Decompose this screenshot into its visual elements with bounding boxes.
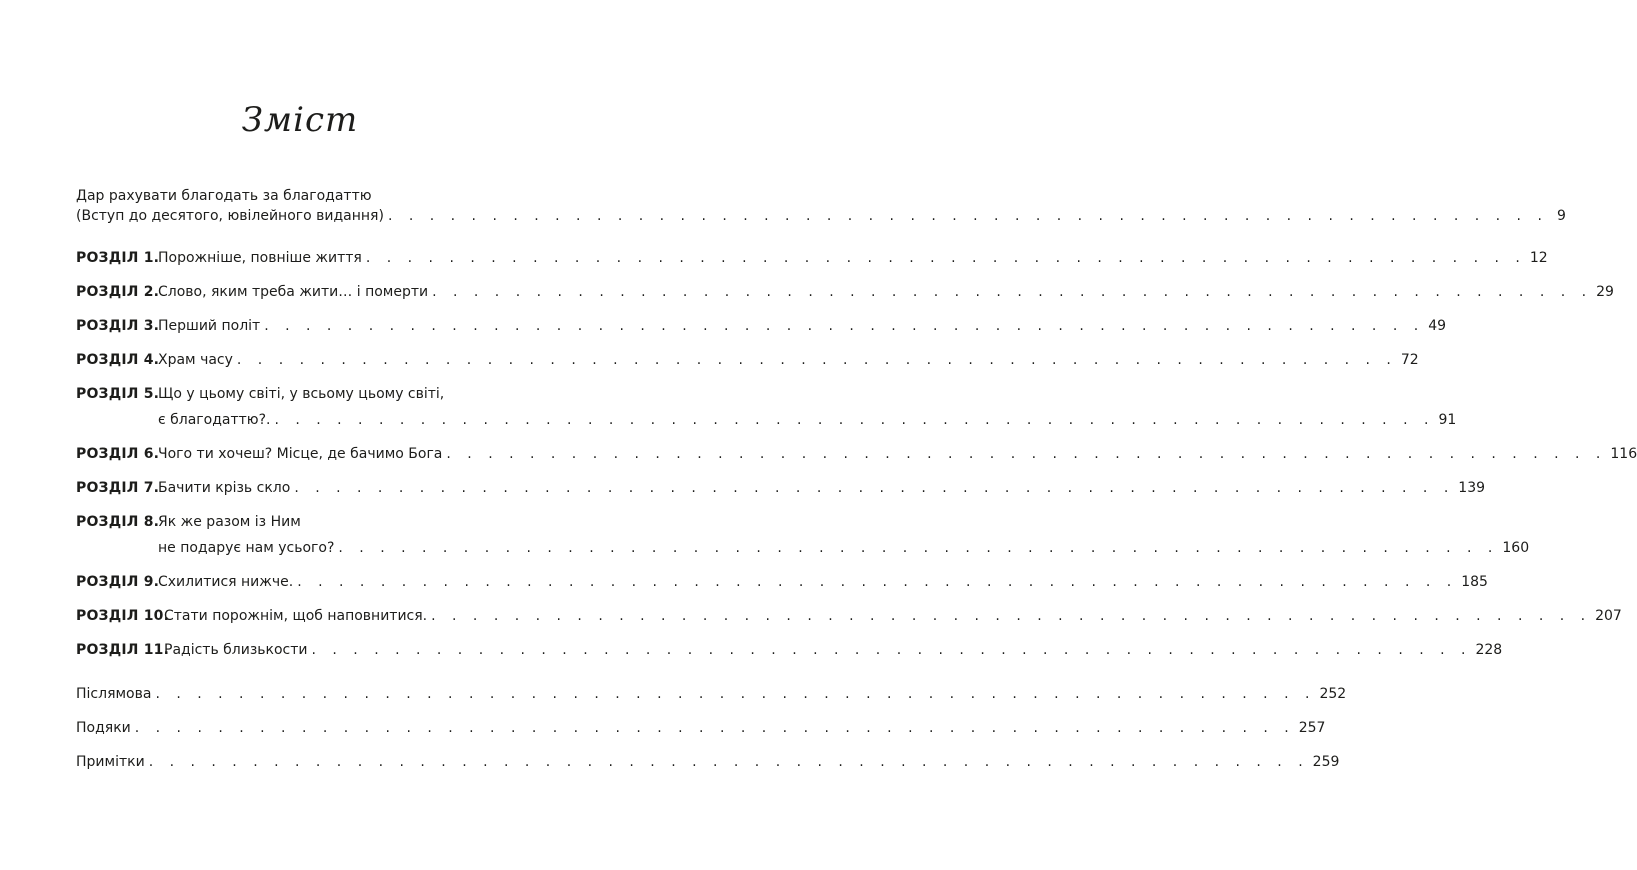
toc-entry-chapter-7[interactable] [76,478,1486,498]
toc-entry-chapter-1[interactable] [76,248,1548,268]
dot-leader: . . . . . . . . . . . . . . . . . . . . . . . . . . . . . . . . . . . . . . . . . . . . . . . . . . . . . . . . [294,480,1455,496]
toc-entry-intro[interactable] [76,186,1566,226]
dot-leader: . . . . . . . . . . . . . . . . . . . . . . . . . . . . . . . . . . . . . . . . . . . . . . . . . . . . . . . . [431,608,1592,624]
chapter-label: РОЗДІЛ 5. [76,386,160,402]
dot-leader: . . . . . . . . . . . . . . . . . . . . . . . . . . . . . . . . . . . . . . . . . . . . . . . . . . . . . . . . [365,250,1526,266]
chapter-label: РОЗДІЛ 10. [76,608,170,624]
entry-title-continued: (Вступ до десятого, ювілейного видання) [76,208,384,224]
dot-leader: . . . . . . . . . . . . . . . . . . . . . . . . . . . . . . . . . . . . . . . . . . . . . . . . . . . . . . . . [338,540,1499,556]
entry-title: Примітки [76,754,145,770]
toc-entry-chapter-9[interactable] [76,572,1488,592]
chapter-label: РОЗДІЛ 9. [76,574,160,590]
toc-entry-chapter-6[interactable] [76,444,1637,464]
toc-entry-chapter-5[interactable] [76,384,1457,430]
chapter-title: Порожніше, повніше життя [158,250,362,266]
toc-entry-afterword[interactable] [76,684,1347,704]
toc-line [76,186,497,206]
toc-entry-chapter-8[interactable] [76,512,1530,558]
chapter-label: РОЗДІЛ 8. [76,514,160,530]
page-number: 259 [1312,754,1340,770]
page-number: 185 [1461,574,1488,590]
page-number: 12 [1529,250,1548,266]
toc-entry-chapter-11[interactable] [76,640,1503,660]
chapter-title: Храм часу [158,352,233,368]
page-number: 252 [1319,686,1347,702]
chapter-title: Слово, яким треба жити… і померти [158,284,429,300]
entry-title: Подяки [76,720,131,736]
page-number: 116 [1610,446,1637,462]
dot-leader: . . . . . . . . . . . . . . . . . . . . . . . . . . . . . . . . . . . . . . . . . . . . . . . . . . . . . . . . [264,318,1425,334]
page-number: 91 [1438,412,1457,428]
page-number: 228 [1475,642,1503,658]
chapter-title-continued: не подарує нам усього? [158,540,335,556]
page-number: 72 [1400,352,1419,368]
entry-title: Післямова [76,686,152,702]
toc-line [76,512,497,532]
dot-leader: . . . . . . . . . . . . . . . . . . . . . . . . . . . . . . . . . . . . . . . . . . . . . . . . . . . . . . . . [311,642,1472,658]
dot-leader: . . . . . . . . . . . . . . . . . . . . . . . . . . . . . . . . . . . . . . . . . . . . . . . . . . . . . . . . [134,720,1295,736]
chapter-title: Схилитися нижче. [158,574,294,590]
toc-line [76,410,1457,430]
dot-leader: . . . . . . . . . . . . . . . . . . . . . . . . . . . . . . . . . . . . . . . . . . . . . . . . . . . . . . . . [446,446,1607,462]
dot-leader: . . . . . . . . . . . . . . . . . . . . . . . . . . . . . . . . . . . . . . . . . . . . . . . . . . . . . . . . [297,574,1458,590]
chapter-label: РОЗДІЛ 7. [76,480,160,496]
chapter-label: РОЗДІЛ 2. [76,284,160,300]
page-number: 139 [1458,480,1486,496]
chapter-title: Стати порожнім, щоб наповнитися. [164,608,428,624]
entry-title: Дар рахувати благодать за благодаттю [76,188,372,204]
chapter-title: Чого ти хочеш? Місце, де бачимо Бога [158,446,443,462]
dot-leader: . . . . . . . . . . . . . . . . . . . . . . . . . . . . . . . . . . . . . . . . . . . . . . . . . . . . . . . . [387,208,1548,224]
toc-entry-chapter-3[interactable] [76,316,1447,336]
page-title: Зміст [241,100,359,140]
page-number: 257 [1298,720,1326,736]
chapter-title: Що у цьому світі, у всьому цьому світі, [158,386,445,402]
dot-leader: . . . . . . . . . . . . . . . . . . . . . . . . . . . . . . . . . . . . . . . . . . . . . . . . . . . . . . . . [155,686,1316,702]
page-number: 160 [1502,540,1530,556]
chapter-title-continued: є благодаттю?. [158,412,271,428]
page-number: 29 [1596,284,1614,300]
toc-entry-chapter-4[interactable] [76,350,1419,370]
toc-entry-chapter-2[interactable] [76,282,1614,302]
dot-leader: . . . . . . . . . . . . . . . . . . . . . . . . . . . . . . . . . . . . . . . . . . . . . . . . . . . . . . . . [432,284,1593,300]
chapter-title: Бачити крізь скло [158,480,291,496]
table-of-contents [76,186,1637,772]
chapter-label: РОЗДІЛ 11. [76,642,170,658]
toc-entry-chapter-10[interactable] [76,606,1622,626]
page-number: 49 [1428,318,1447,334]
dot-leader: . . . . . . . . . . . . . . . . . . . . . . . . . . . . . . . . . . . . . . . . . . . . . . . . . . . . . . . . [148,754,1309,770]
chapter-label: РОЗДІЛ 6. [76,446,160,462]
chapter-title: Радість близькости [164,642,308,658]
chapter-label: РОЗДІЛ 3. [76,318,160,334]
chapter-title: Як же разом із Ним [158,514,301,530]
chapter-label: РОЗДІЛ 1. [76,250,160,266]
page-number: 9 [1557,208,1566,224]
toc-line [76,206,1566,226]
chapter-title: Перший політ [158,318,261,334]
toc-line [76,538,1530,558]
page-number: 207 [1595,608,1622,624]
toc-entry-notes[interactable] [76,752,1340,772]
dot-leader: . . . . . . . . . . . . . . . . . . . . . . . . . . . . . . . . . . . . . . . . . . . . . . . . . . . . . . . . [236,352,1397,368]
toc-entry-acknowledgments[interactable] [76,718,1326,738]
dot-leader: . . . . . . . . . . . . . . . . . . . . . . . . . . . . . . . . . . . . . . . . . . . . . . . . . . . . . . . . [274,412,1435,428]
chapter-label: РОЗДІЛ 4. [76,352,160,368]
toc-line [76,384,497,404]
